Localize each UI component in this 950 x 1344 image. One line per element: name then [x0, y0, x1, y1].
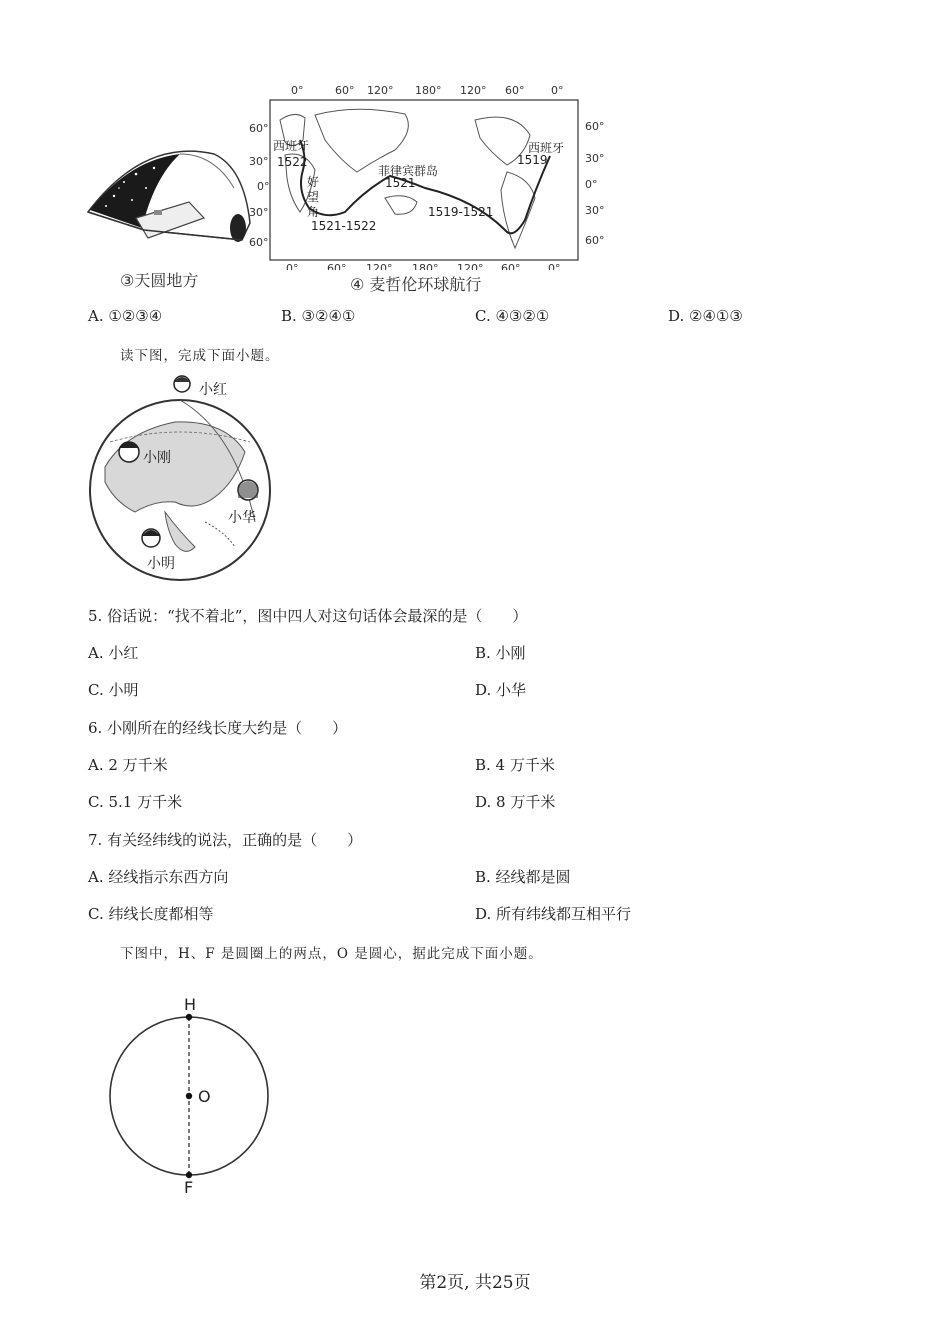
top-tick: 60°: [335, 84, 355, 97]
label-f: F: [184, 1178, 194, 1197]
top-tick: 120°: [367, 84, 394, 97]
label-range-1519-1521: 1519-1521: [428, 205, 494, 219]
q5-option-b: B. 小刚: [475, 644, 526, 662]
label-year-1521: 1521: [385, 176, 416, 190]
q5-stem: 5. 俗话说：“找不着北”，图中四人对这句话体会最深的是（ ）: [88, 607, 528, 625]
point-o: [186, 1093, 192, 1099]
q5-option-c: C. 小明: [88, 681, 139, 699]
bottom-tick: 180°: [412, 262, 439, 270]
left-tick: 60°: [249, 122, 269, 135]
label-spain-right: 西班牙: [528, 141, 565, 155]
globe-illustration: [85, 372, 285, 582]
q6-option-b: B. 4 万千米: [475, 756, 555, 774]
label-cape: 角: [307, 205, 320, 219]
page-footer: 第2页, 共25页: [419, 1273, 531, 1293]
label-range-1521-1522: 1521-1522: [311, 219, 377, 233]
q6-stem: 6. 小刚所在的经线长度大约是（ ）: [88, 719, 348, 737]
bottom-tick: 60°: [327, 262, 347, 270]
q7-stem: 7. 有关经纬线的说法，正确的是（ ）: [88, 831, 363, 849]
label-year-1519: 1519: [517, 153, 548, 167]
figure3-caption: ③天圆地方: [120, 271, 199, 290]
q7-option-d: D. 所有纬线都互相平行: [475, 905, 632, 923]
label-xiaogang: 小刚: [143, 450, 171, 466]
label-cape: 望: [307, 190, 320, 204]
q4-option-d: D. ②④①③: [668, 307, 743, 325]
figure4-caption: ④ 麦哲伦环球航行: [350, 275, 482, 294]
circle-diagram: [100, 990, 290, 1200]
label-h: H: [184, 995, 197, 1014]
intro-circle-figure: 下图中，H、F 是圆圈上的两点，O 是圆心，据此完成下面小题。: [120, 946, 543, 962]
label-philippines: 菲律宾群岛: [378, 164, 439, 178]
q4-option-a: A. ①②③④: [88, 307, 163, 325]
q7-option-c: C. 纬线长度都相等: [88, 905, 214, 923]
figure-tianyuan-difang: [84, 148, 254, 293]
label-year-1522: 1522: [277, 155, 308, 169]
left-tick: 30°: [249, 155, 269, 168]
top-tick: 120°: [460, 84, 487, 97]
right-tick: 30°: [585, 152, 605, 165]
bottom-tick: 120°: [457, 262, 484, 270]
bottom-tick: 0°: [548, 262, 561, 270]
figure-globe: [85, 372, 285, 582]
q6-option-a: A. 2 万千米: [88, 756, 168, 774]
dome-illustration: [84, 148, 254, 266]
top-tick: 60°: [505, 84, 525, 97]
label-xiaohua: 小华: [228, 510, 256, 526]
left-tick: 60°: [249, 236, 269, 249]
person-hong: [174, 376, 190, 392]
point-h: [186, 1014, 192, 1020]
q5-option-d: D. 小华: [475, 681, 527, 699]
label-cape: 好: [307, 175, 320, 189]
figure-magellan-voyage: [245, 80, 615, 295]
bottom-tick: 0°: [286, 262, 299, 270]
left-tick: 30°: [249, 206, 269, 219]
magellan-map: [245, 80, 615, 270]
person-gang: [119, 442, 139, 462]
q7-option-b: B. 经线都是圆: [475, 868, 571, 886]
bottom-tick: 120°: [366, 262, 393, 270]
top-tick: 180°: [415, 84, 442, 97]
q7-option-a: A. 经线指示东西方向: [88, 868, 229, 886]
right-tick: 30°: [585, 204, 605, 217]
intro-read-figure: 读下图，完成下面小题。: [120, 348, 280, 364]
label-xiaoming: 小明: [147, 556, 175, 572]
right-tick: 60°: [585, 234, 605, 247]
label-o: O: [198, 1087, 211, 1106]
top-tick: 0°: [291, 84, 304, 97]
figure-circle-hof: [100, 990, 290, 1200]
q4-option-c: C. ④③②①: [475, 307, 550, 325]
person-hua: [238, 480, 258, 500]
right-tick: 60°: [585, 120, 605, 133]
person-ming: [142, 529, 160, 547]
left-tick: 0°: [257, 180, 270, 193]
top-tick: 0°: [551, 84, 564, 97]
q6-option-c: C. 5.1 万千米: [88, 793, 183, 811]
q6-option-d: D. 8 万千米: [475, 793, 556, 811]
right-tick: 0°: [585, 178, 598, 191]
bottom-tick: 60°: [501, 262, 521, 270]
q5-option-a: A. 小红: [88, 644, 139, 662]
label-xiaohong: 小红: [199, 382, 227, 398]
q4-option-b: B. ③②④①: [281, 307, 356, 325]
label-spain-left: 西班牙: [273, 139, 310, 153]
